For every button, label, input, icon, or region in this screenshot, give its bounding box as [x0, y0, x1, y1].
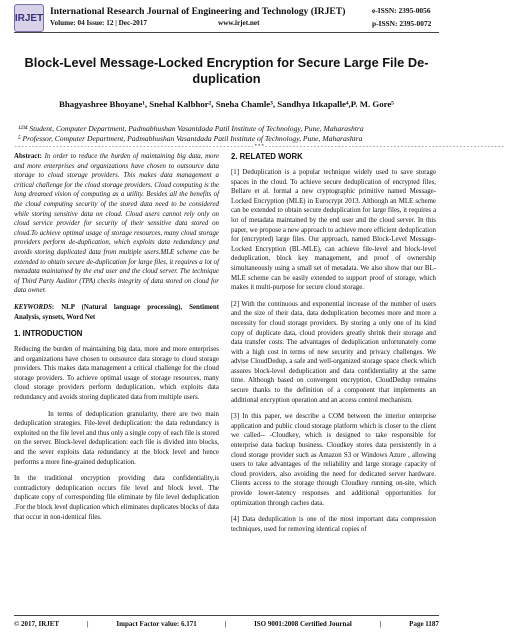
paper-title: Block-Level Message-Locked Encryption for Secure Large File De-duplication [24, 55, 429, 86]
intro-paragraph-2: In terms of deduplication granularity, there are two main deduplication strategies. File-level deduplication: the data redundancy is exploited on the file level and thus only a single copy of each file is stored on the server. Block-level deduplication: each file is divided into blocks, and the sever exploits data redundancy at the block level and hence performs a more fine-grained deduplication. [14, 410, 219, 466]
intro-paragraph-1: Reducing the burden of maintaining big data, more and more enterprises and organizations have chosen to outsource data storage to cloud storage providers. This makes data management a critical challenge for the cloud storage providers. To achieve optimal usage of storage resources, many cloud storage providers perform deduplication, which exploits data redundancy and avoids storing duplicated data from multiple users. [14, 346, 219, 402]
volume-issue: Volume: 04 Issue: 12 | Dec-2017 [50, 19, 147, 27]
introduction-heading: 1. INTRODUCTION [14, 329, 83, 339]
footer-impact-factor: Impact Factor value: 6.171 [116, 620, 197, 628]
related-paragraph-3: [3] In this paper, we describe a COM between the interior enterprise application and public cloud storage platform which is closer to the client we called-- -Cloudkey, which is designed to take responsible for enterprise data backup business. Cloudkey stores data persistently in a cloud storage provider such as Amazon S3 or Windows Azure , allowing users to take advantages of the reliability and large storage capacity of cloud providers, also avoiding the need for dedicated server hardware. Clients access to the storage through Cloudkey running on-site, which provide lower-latency responses and additional opportunities for optimization through caches data. [231, 413, 436, 507]
keywords-text: : NLP (Natural language processing), Sentiment Analysis, synsets, Word Net [14, 303, 219, 321]
keywords [14, 303, 219, 322]
affiliation-professor: ⁵ Professor, Computer Department, Padmabhushan Vasantdada Patil Institute of Technology, Pune, Maharashtra [18, 134, 363, 143]
abstract-text: In order to reduce the burden of maintaining big data, more and more enterprises and organizations have chosen to outsource data storage to cloud storage providers. This makes data management a critical challenge for the cloud storage providers. Cloud computing is the long dreamed vision of computing as a utility. Besides all the benefits of the cloud computing security of the stored data need to be considered while storing sensitive data on cloud. Cloud users cannot rely only on cloud service provider for security of their sensitive data stored on cloud.To achieve optimal usage of storage resources, many cloud storage providers perform de-duplication, which exploits data redundancy and avoids storing duplicated data from multiple users.MLE scheme can be extended to obtain secure de-duplication for large files, it requires a lot of metadata maintained by the end user and the cloud server. The technique of Third Party Auditor (TPA) checks integrity of data stored on cloud for data owner. [14, 153, 219, 295]
intro-paragraph-3: In the traditional encryption providing data confidentiality,is contradictory deduplication occurs file level and block level. The duplicate copy of corresponding file eliminate by file level deduplication .For the block level duplication which eliminates duplicates blocks of data that occur in non-identical files. [14, 475, 219, 521]
keywords-label: KEYWORDS [14, 303, 52, 311]
right-column [231, 152, 436, 541]
abstract [14, 152, 219, 296]
related-paragraph-2: [2] With the continuous and exponential increase of the number of users and the size of their data, data deduplication becomes more and more a necessity for cloud storage providers. By storing a only one of its kind copy of duplicate data, cloud providers greatly shrink their storage and data transfer costs. The advantages of deduplication unfortunately come with a high cost in terms of new security and privacy challenges. We advise CloudDedup, a safe and well-organized storage space check which assures block-level deduplication and data confidentiality at the same time. Although based on convergent encryption, CloudDedup remains secure thanks to the definition of a component that implements an additional encryption operation and an access control mechanism. [231, 300, 436, 404]
left-column [14, 152, 219, 529]
paper-authors: Bhagyashree Bhoyane¹, Snehal Kalbhor², Sneha Chamle³, Sandhya Itkapalle⁴,P. M. Gore⁵ [59, 99, 394, 109]
footer-page-number: Page 1187 [409, 620, 439, 628]
pissn: p-ISSN: 2395-0072 [372, 19, 432, 28]
related-paragraph-1: [1] Deduplication is a popular technique widely used to save storage spaces in the cloud. To achieve secure deduplication of encrypted files, Bellare et al. formal a new cryptographic primitive named Message-Locked Encryption (MLE) in Eurocrypt 2013. Although an MLE scheme can be extended to obtain secure deduplication for large files, it requires a lot of metadata maintained by the end user and the cloud server. In this paper, we propose a new approach to achieve more efficient deduplication for (encrypted) large files. Our approach, named Block-Level Message-Locked Encryption (BL-MLE), can achieve file-level and block-level deduplication, block key management, and proof of ownership simultaneously using a small set of metadata. We also show that our BL-MLE scheme can be easily extended to support proof of storage, which makes it multi-purpose for secure cloud storage. [231, 169, 436, 292]
header-rule [14, 32, 439, 33]
footer-sep: | [86, 620, 89, 628]
page-footer [14, 620, 439, 628]
eissn: e-ISSN: 2395-0056 [372, 6, 431, 15]
footer-iso: ISO 9001:2008 Certified Journal [254, 620, 352, 628]
affiliation-students: ¹²³⁴ Student, Computer Department, Padmabhushan Vasantdada Patil Institute of Technology, Pune, Maharashtra [18, 124, 364, 133]
journal-title: International Research Journal of Engineering and Technology (IRJET) [50, 6, 346, 17]
footer-sep: | [379, 620, 382, 628]
abstract-label: Abstract: [14, 153, 42, 160]
related-work-heading: 2. RELATED WORK [231, 152, 303, 161]
footer-sep: | [224, 620, 227, 628]
footer-copyright: © 2017, IRJET [14, 620, 60, 628]
journal-website[interactable]: www.irjet.net [218, 19, 260, 27]
related-paragraph-4: [4] Data deduplication is one of the most important data compression techniques, used for removing identical copies of [231, 516, 436, 533]
irjet-logo: IRJET [14, 4, 44, 32]
footer-rule [14, 615, 439, 616]
section-separator: ---------------------------------------------------------------------***--------------------------------------------------------------------- [14, 143, 505, 150]
